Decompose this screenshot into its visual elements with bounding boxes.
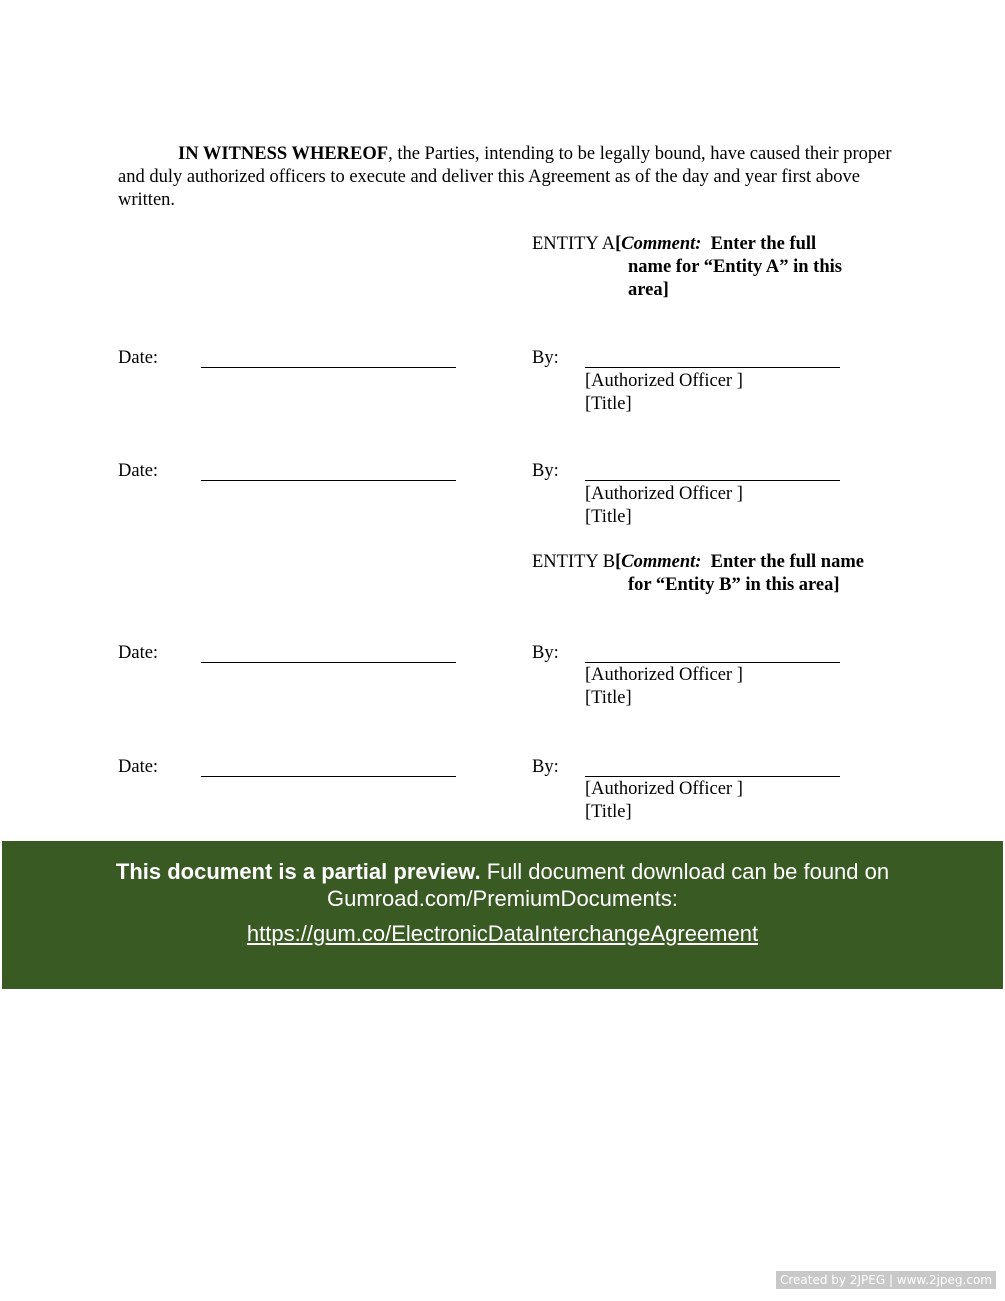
- title-placeholder: [Title]: [585, 507, 632, 527]
- entity-a-header: [532, 233, 842, 300]
- date-label: Date:: [118, 643, 159, 663]
- by-label: By:: [532, 643, 559, 663]
- download-link[interactable]: https://gum.co/ElectronicDataInterchangeAgreement: [246, 921, 759, 946]
- authorized-officer-placeholder: [Authorized Officer ]: [585, 484, 743, 504]
- date-label: Date:: [118, 757, 159, 777]
- by-label: By:: [532, 348, 559, 368]
- banner-text-1: Full document download can be found on: [480, 859, 890, 884]
- banner-text-2: Gumroad.com/PremiumDocuments:: [327, 886, 678, 911]
- authorized-officer-placeholder: [Authorized Officer ]: [585, 665, 743, 685]
- signature-line[interactable]: [585, 367, 840, 368]
- title-placeholder: [Title]: [585, 688, 632, 708]
- entity-b-comment-line1: Enter the full name: [710, 552, 864, 572]
- by-label: By:: [532, 757, 559, 777]
- entity-a-bracket: [: [615, 234, 622, 254]
- authorized-officer-placeholder: [Authorized Officer ]: [585, 371, 743, 391]
- entity-b-name: ENTITY B: [532, 552, 616, 572]
- by-label: By:: [532, 461, 559, 481]
- entity-a-comment-line2: name for “Entity A” in this: [628, 257, 842, 277]
- witness-paragraph: [118, 143, 893, 212]
- signature-line[interactable]: [585, 776, 840, 777]
- witness-lead: IN WITNESS WHEREOF: [178, 144, 389, 164]
- date-label: Date:: [118, 461, 159, 481]
- entity-b-header: [532, 551, 864, 595]
- witness-text: , the Parties, intending to be legally bound, have caused their proper and duly authorized officers to execute and deliver this Agreement as of the day and year first above written.: [118, 144, 892, 210]
- date-label: Date:: [118, 348, 159, 368]
- preview-banner: [2, 841, 1003, 989]
- title-placeholder: [Title]: [585, 802, 632, 822]
- banner-bold-text: This document is a partial preview.: [115, 859, 481, 884]
- date-line[interactable]: [201, 480, 456, 481]
- entity-a-comment-label: Comment:: [621, 234, 702, 254]
- entity-b-comment-label: Comment:: [621, 552, 702, 572]
- title-placeholder: [Title]: [585, 394, 632, 414]
- date-line[interactable]: [201, 662, 456, 663]
- entity-a-comment-line1: Enter the full: [710, 234, 817, 254]
- banner-line-1: [2, 858, 1003, 885]
- date-line[interactable]: [201, 367, 456, 368]
- authorized-officer-placeholder: [Authorized Officer ]: [585, 779, 743, 799]
- entity-b-bracket: [: [615, 552, 622, 572]
- entity-a-name: ENTITY A: [532, 234, 616, 254]
- signature-line[interactable]: [585, 662, 840, 663]
- entity-b-comment-line2: for “Entity B” in this area]: [628, 575, 840, 595]
- entity-a-comment-line3: area]: [628, 280, 669, 300]
- signature-line[interactable]: [585, 480, 840, 481]
- watermark: Created by 2JPEG | www.2jpeg.com: [776, 1271, 996, 1289]
- date-line[interactable]: [201, 776, 456, 777]
